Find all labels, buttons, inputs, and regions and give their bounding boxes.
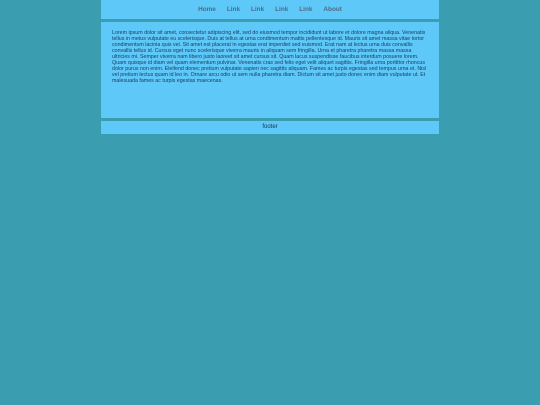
top-navigation: [101, 0, 439, 19]
main-content: [101, 22, 439, 118]
footer-label: footer: [262, 124, 278, 130]
nav-link-about[interactable]: About: [323, 6, 342, 13]
nav-link-3[interactable]: Link: [275, 6, 289, 13]
nav-link-home[interactable]: Home: [198, 6, 216, 13]
nav-link-4[interactable]: Link: [299, 6, 313, 13]
footer: [101, 121, 439, 134]
content-paragraph: Lorem ipsum dolor sit amet, consectetur adipiscing elit, sed do eiusmod tempor incididunt ut labore et dolore magna aliqua. Venenatis tellus in metus vulputate eu scelerisque. Duis at tellus at urna condimentum mattis pellentesque id. Mauris sit amet massa vitae tortor condimentum lacinia quis vel. Sit amet est placerat in egestas erat imperdiet sed euismod. Erat nam at lectus urna duis convallis convallis tellus id. Cursus eget nunc scelerisque viverra mauris in aliquam sem fringilla. Urna et pharetra pharetra massa massa ultricies mi. Semper viverra nam libero justo laoreet sit amet cursus sit. Quam lacus suspendisse faucibus interdum posuere lorem. Quam quisque id diam vel quam elementum pulvinar. Venenatis cras sed felis eget velit aliquet sagittis. Fringilla urna porttitor rhoncus dolor purus non enim. Eleifend donec pretium vulputate sapien nec sagittis aliquam. Fames ac turpis egestas sed tempus urna et. Nisl vel pretium lectus quam id leo in. Ornare arcu odio ut sem nulla pharetra diam. Dictum sit amet justo donec enim diam vulputate ut. Et malesuada fames ac turpis egestas maecenas.: [112, 30, 427, 85]
nav-link-1[interactable]: Link: [226, 6, 240, 13]
nav-link-2[interactable]: Link: [251, 6, 265, 13]
